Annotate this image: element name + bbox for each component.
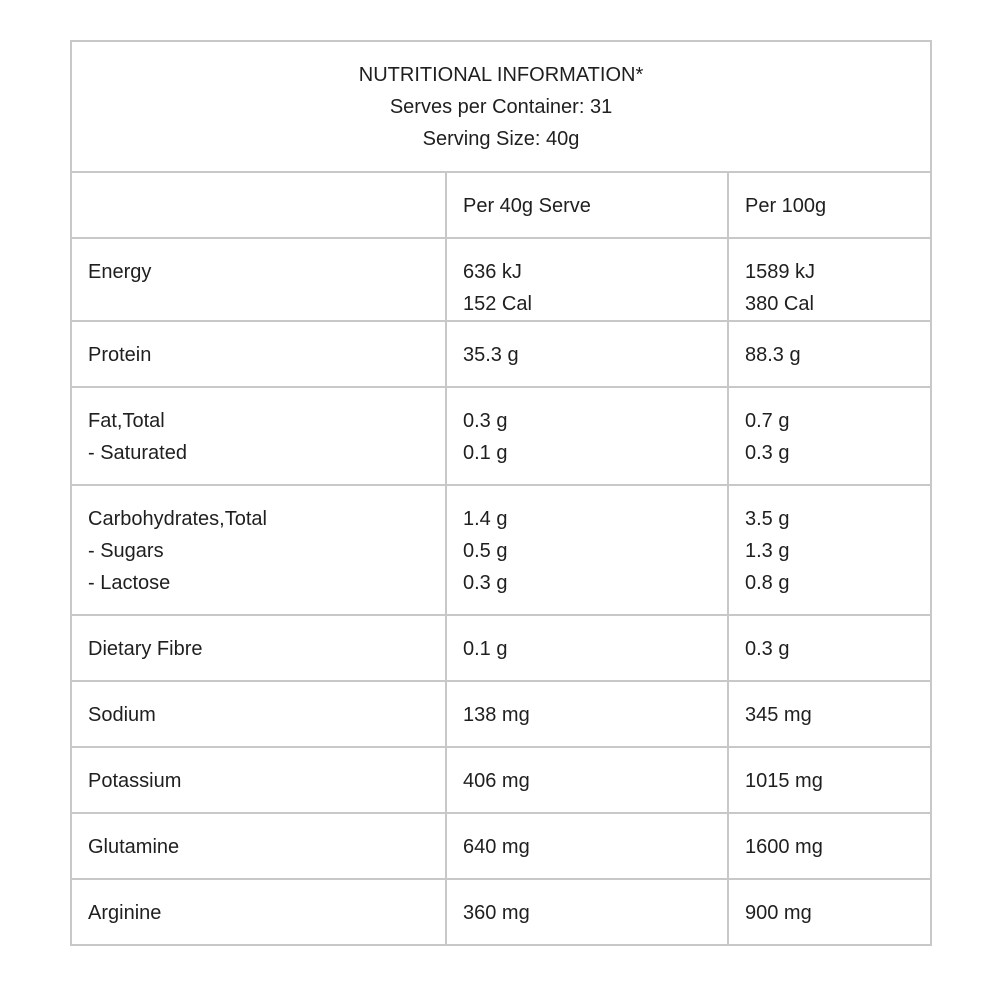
cell-label [71, 747, 446, 813]
nutrient-label: Glutamine [88, 836, 180, 858]
cell-label [71, 879, 446, 945]
nutrient-row-carbohydrates-total [71, 485, 931, 615]
nutrient-value: 1.4 g [463, 508, 508, 530]
nutrient-value: 0.3 g [463, 410, 508, 432]
nutrient-value: 152 Cal [463, 293, 532, 315]
nutrition-table [70, 40, 932, 946]
nutrient-label: Sodium [88, 704, 156, 726]
nutrient-value: 0.1 g [463, 638, 508, 660]
column-header-per-100g: Per 100g [728, 172, 931, 238]
nutrient-value: 0.1 g [463, 442, 508, 464]
cell-per-100g [728, 879, 931, 945]
nutrient-label: - Sugars [88, 540, 164, 562]
nutrient-label: Energy [88, 261, 152, 283]
cell-label [71, 387, 446, 485]
nutrient-label: Dietary Fibre [88, 638, 203, 660]
nutrient-value: 1.3 g [745, 540, 790, 562]
cell-per-serve [446, 321, 728, 387]
table-title: NUTRITIONAL INFORMATION* [358, 64, 644, 86]
nutrient-value: 88.3 g [745, 344, 801, 366]
cell-label [71, 681, 446, 747]
nutrient-value: 900 mg [745, 902, 812, 924]
nutrition-panel [70, 40, 930, 960]
serves-per-container: Serves per Container: 31 [389, 96, 613, 118]
nutrient-value: 380 Cal [745, 293, 814, 315]
cell-per-serve [446, 879, 728, 945]
nutrient-row-fat-total [71, 387, 931, 485]
cell-per-100g [728, 747, 931, 813]
title-cell [71, 41, 931, 172]
nutrient-row-arginine [71, 879, 931, 945]
nutrient-row-sodium [71, 681, 931, 747]
nutrient-value: 360 mg [463, 902, 530, 924]
cell-label [71, 485, 446, 615]
nutrient-label: - Saturated [88, 442, 187, 464]
nutrient-value: 0.5 g [463, 540, 508, 562]
cell-label [71, 615, 446, 681]
cell-per-serve [446, 238, 728, 321]
nutrient-value: 35.3 g [463, 344, 519, 366]
nutrient-value: 0.7 g [745, 410, 790, 432]
column-header-per-serve: Per 40g Serve [446, 172, 728, 238]
cell-label [71, 238, 446, 321]
nutrient-label: Potassium [88, 770, 182, 792]
cell-per-serve [446, 485, 728, 615]
nutrient-label: Arginine [88, 902, 162, 924]
cell-per-serve [446, 387, 728, 485]
cell-label [71, 813, 446, 879]
cell-per-100g [728, 238, 931, 321]
cell-per-serve [446, 615, 728, 681]
cell-per-serve [446, 813, 728, 879]
nutrient-value: 1015 mg [745, 770, 823, 792]
nutrient-row-protein [71, 321, 931, 387]
column-header-label [71, 172, 446, 238]
cell-per-100g [728, 485, 931, 615]
nutrient-row-dietary-fibre [71, 615, 931, 681]
nutrient-value: 345 mg [745, 704, 812, 726]
cell-per-100g [728, 681, 931, 747]
cell-per-serve [446, 681, 728, 747]
nutrient-value: 0.3 g [463, 572, 508, 594]
nutrient-value: 636 kJ [463, 261, 522, 283]
nutrient-value: 138 mg [463, 704, 530, 726]
nutrient-row-glutamine [71, 813, 931, 879]
cell-label [71, 321, 446, 387]
nutrient-value: 0.3 g [745, 442, 790, 464]
nutrient-value: 1589 kJ [745, 261, 816, 283]
nutrient-value: 0.8 g [745, 572, 790, 594]
nutrient-row-energy [71, 238, 931, 321]
title-row [71, 41, 931, 172]
column-header-row [71, 172, 931, 238]
nutrient-label: Fat,Total [88, 410, 165, 432]
cell-per-100g [728, 321, 931, 387]
cell-per-100g [728, 387, 931, 485]
nutrient-value: 0.3 g [745, 638, 790, 660]
nutrient-row-potassium [71, 747, 931, 813]
nutrient-value: 1600 mg [745, 836, 823, 858]
nutrient-label: - Lactose [88, 572, 171, 594]
cell-per-100g [728, 615, 931, 681]
cell-per-100g [728, 813, 931, 879]
nutrient-label: Carbohydrates,Total [88, 508, 267, 530]
nutrient-value: 640 mg [463, 836, 530, 858]
cell-per-serve [446, 747, 728, 813]
nutrient-value: 3.5 g [745, 508, 790, 530]
nutrient-label: Protein [88, 344, 152, 366]
serving-size: Serving Size: 40g [422, 128, 580, 150]
nutrient-value: 406 mg [463, 770, 530, 792]
